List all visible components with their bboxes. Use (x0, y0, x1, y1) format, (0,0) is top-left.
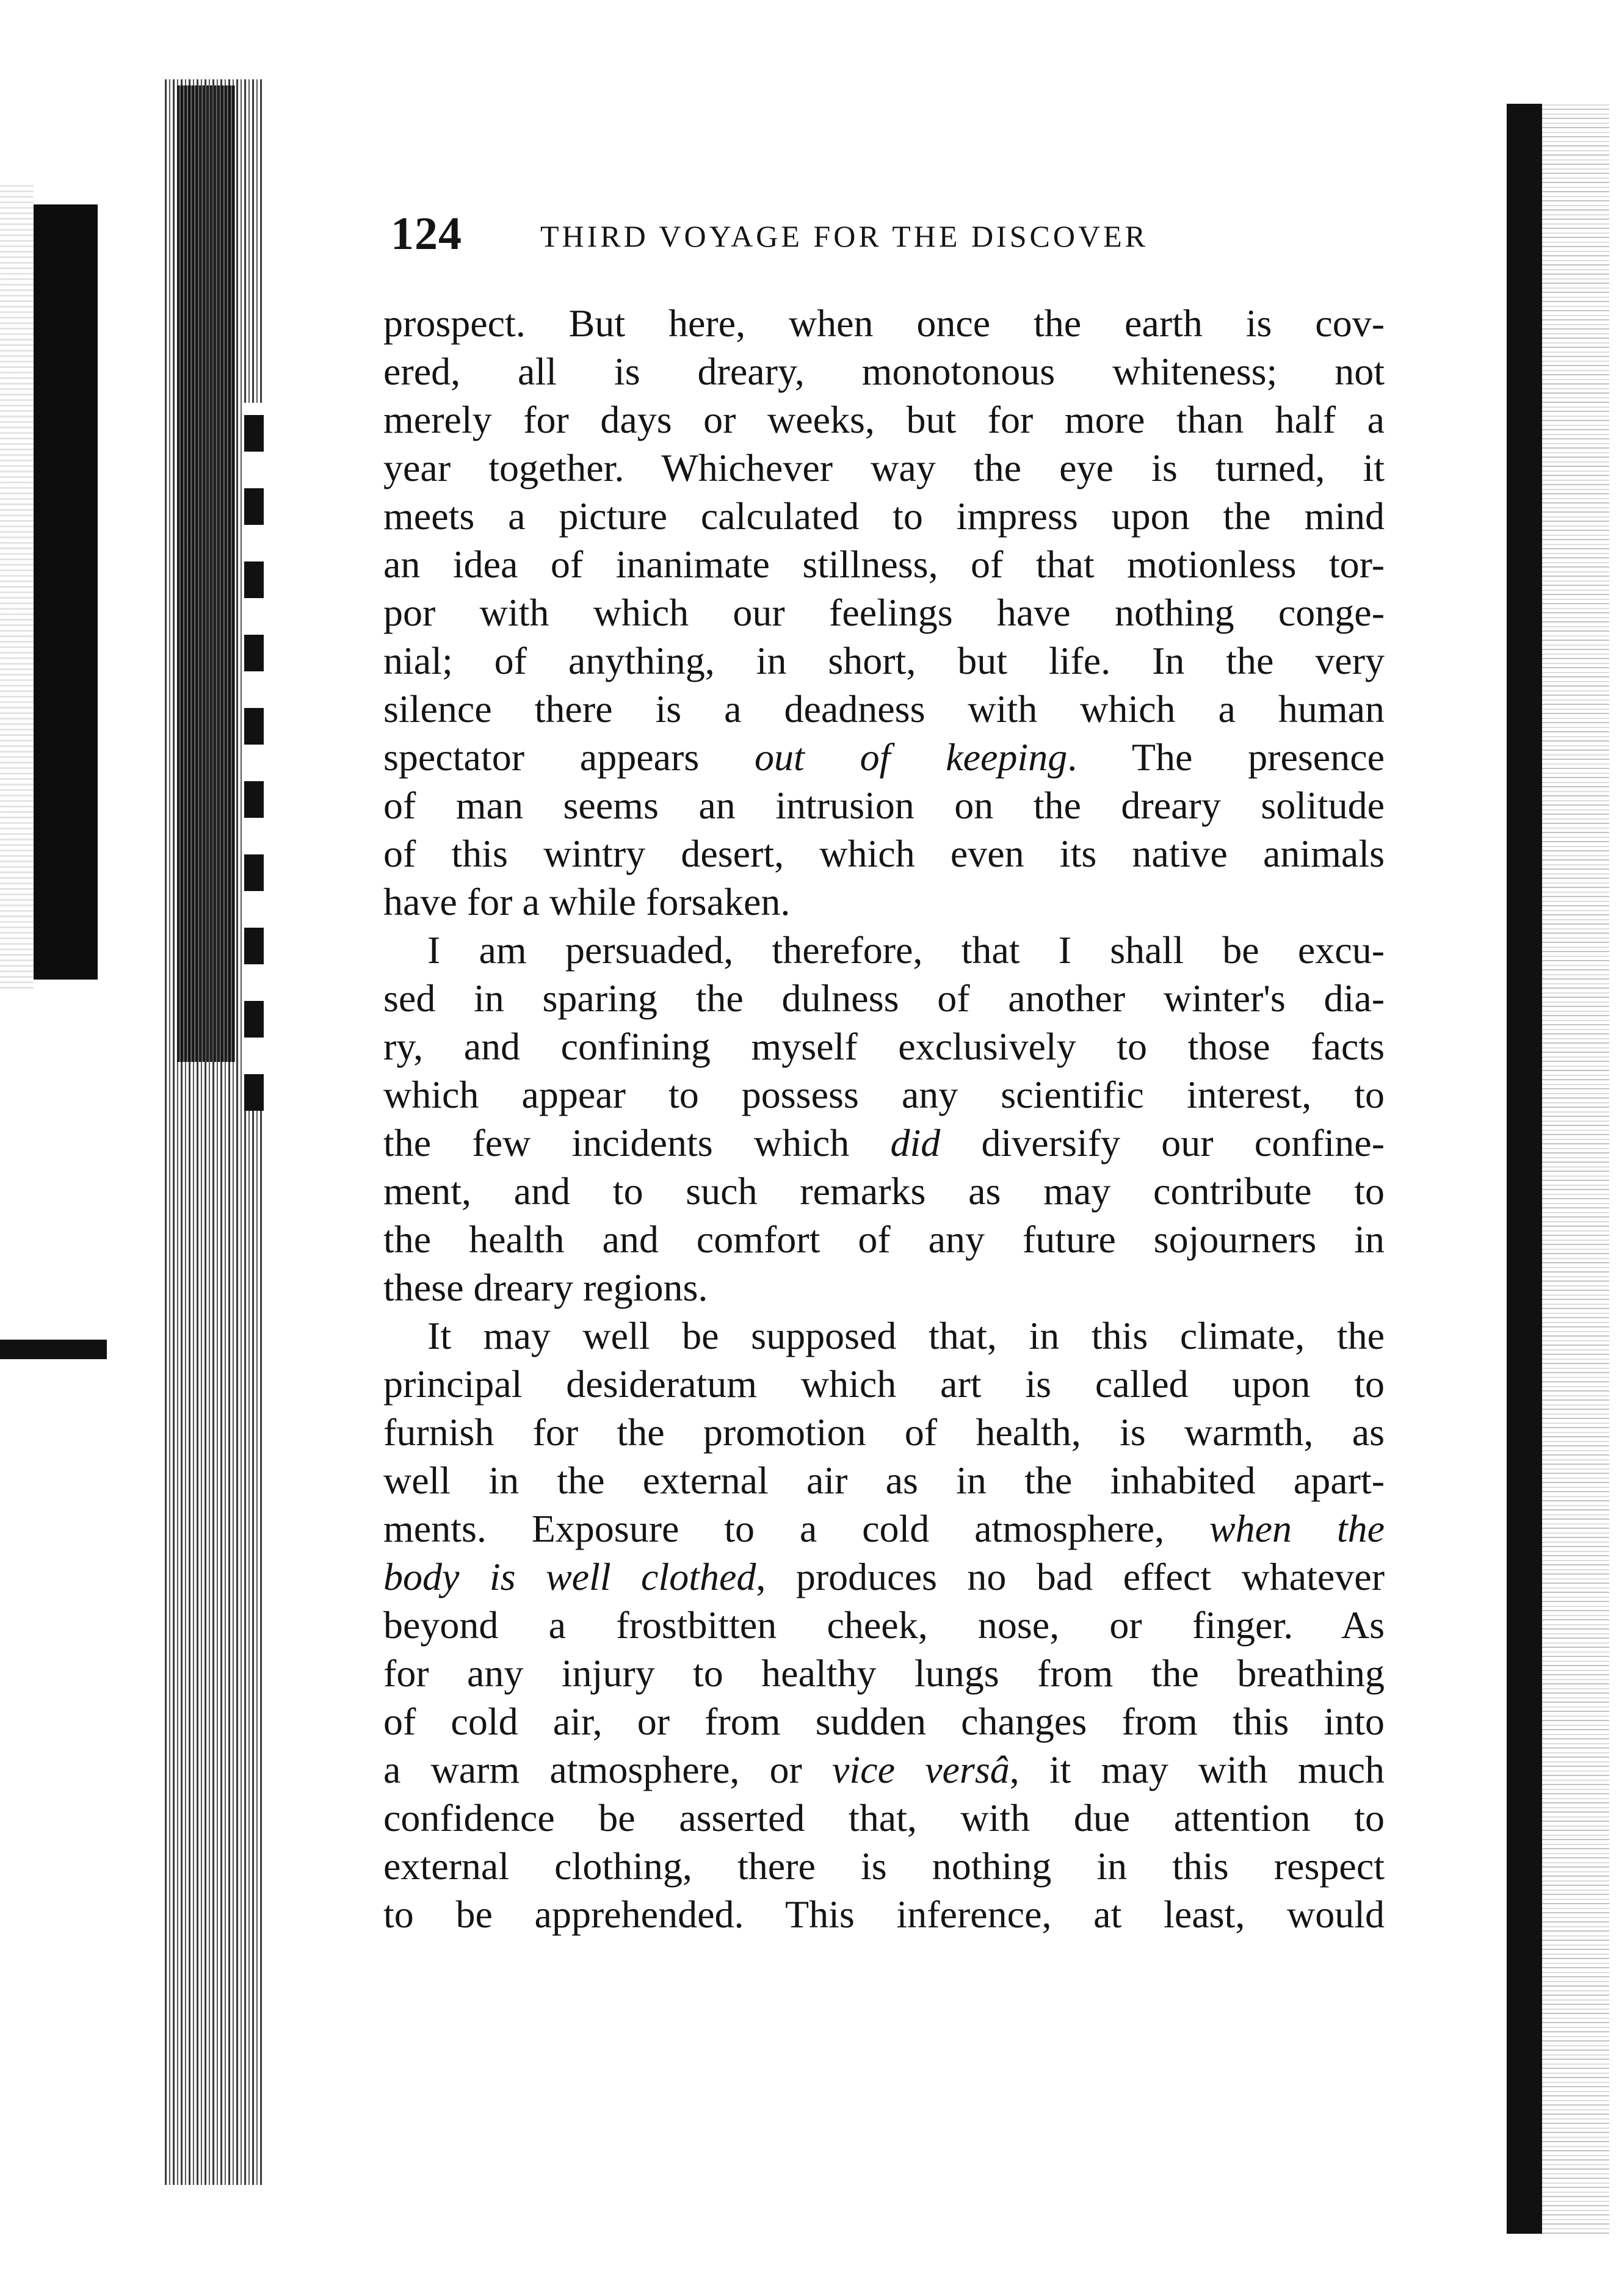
text-line: well in the external air as in the inhabited apart- (383, 1459, 1385, 1502)
text-line: for any injury to healthy lungs from the breathing (383, 1652, 1385, 1695)
text-line: ment, and to such remarks as may contribute to (383, 1169, 1385, 1213)
running-head: THIRD VOYAGE FOR THE DISCOVER (540, 219, 1148, 253)
text-line: furnish for the promotion of health, is warmth, as (383, 1410, 1385, 1454)
text-line: body is well clothed, produces no bad effect whatever (383, 1555, 1385, 1598)
text-line: of cold air, or from sudden changes from this into (383, 1700, 1385, 1743)
scan-binding-shadow (34, 204, 98, 980)
text-line: por with which our feelings have nothing conge- (383, 591, 1385, 634)
text-line: which appear to possess any scientific interest, to (383, 1073, 1385, 1116)
book-spine-shadow (177, 85, 235, 1062)
text-line: a warm atmosphere, or vice versâ, it may with much (383, 1748, 1385, 1791)
page-header (391, 208, 1392, 275)
text-line: principal desideratum which art is called upon to (383, 1362, 1385, 1406)
text-line: an idea of inanimate stillness, of that motionless tor- (383, 543, 1385, 586)
text-line: ry, and confining myself exclusively to those facts (383, 1025, 1385, 1068)
text-line: It may well be supposed that, in this climate, the (427, 1314, 1385, 1357)
text-line: these dreary regions. (383, 1266, 708, 1309)
text-line: I am persuaded, therefore, that I shall be excu- (427, 928, 1385, 972)
page-number: 124 (391, 208, 462, 259)
page-edge-shadow (1507, 104, 1542, 2234)
text-line: of this wintry desert, which even its native animals (383, 832, 1385, 875)
spine-marks (244, 403, 264, 1111)
page-edge-speckle (1542, 104, 1609, 2234)
text-line: meets a picture calculated to impress upon the mind (383, 494, 1385, 538)
text-line: beyond a frostbitten cheek, nose, or finger. As (383, 1603, 1385, 1647)
text-line: have for a while forsaken. (383, 880, 791, 923)
text-line: external clothing, there is nothing in this respect (383, 1844, 1385, 1888)
text-line: ments. Exposure to a cold atmosphere, when the (383, 1507, 1385, 1550)
text-line: confidence be asserted that, with due attention to (383, 1796, 1385, 1839)
text-line: year together. Whichever way the eye is turned, it (383, 446, 1385, 489)
text-line: sed in sparing the dulness of another winter's dia- (383, 977, 1385, 1020)
text-line: merely for days or weeks, but for more than half a (383, 398, 1385, 441)
text-line: ered, all is dreary, monotonous whiteness; not (383, 350, 1385, 393)
text-line: prospect. But here, when once the earth is cov- (383, 301, 1385, 345)
text-line: to be apprehended. This inference, at least, would (383, 1893, 1385, 1936)
text-line: silence there is a deadness with which a human (383, 687, 1385, 731)
text-line: nial; of anything, in short, but life. In the very (383, 639, 1385, 682)
text-line: the few incidents which did diversify our confine- (383, 1121, 1385, 1164)
text-line: the health and comfort of any future sojourners in (383, 1218, 1385, 1261)
text-line: of man seems an intrusion on the dreary solitude (383, 784, 1385, 827)
body-text (383, 299, 1385, 1938)
text-line: spectator appears out of keeping. The presence (383, 735, 1385, 779)
scan-edge-speckle (0, 183, 34, 989)
scan-mark (0, 1340, 107, 1359)
